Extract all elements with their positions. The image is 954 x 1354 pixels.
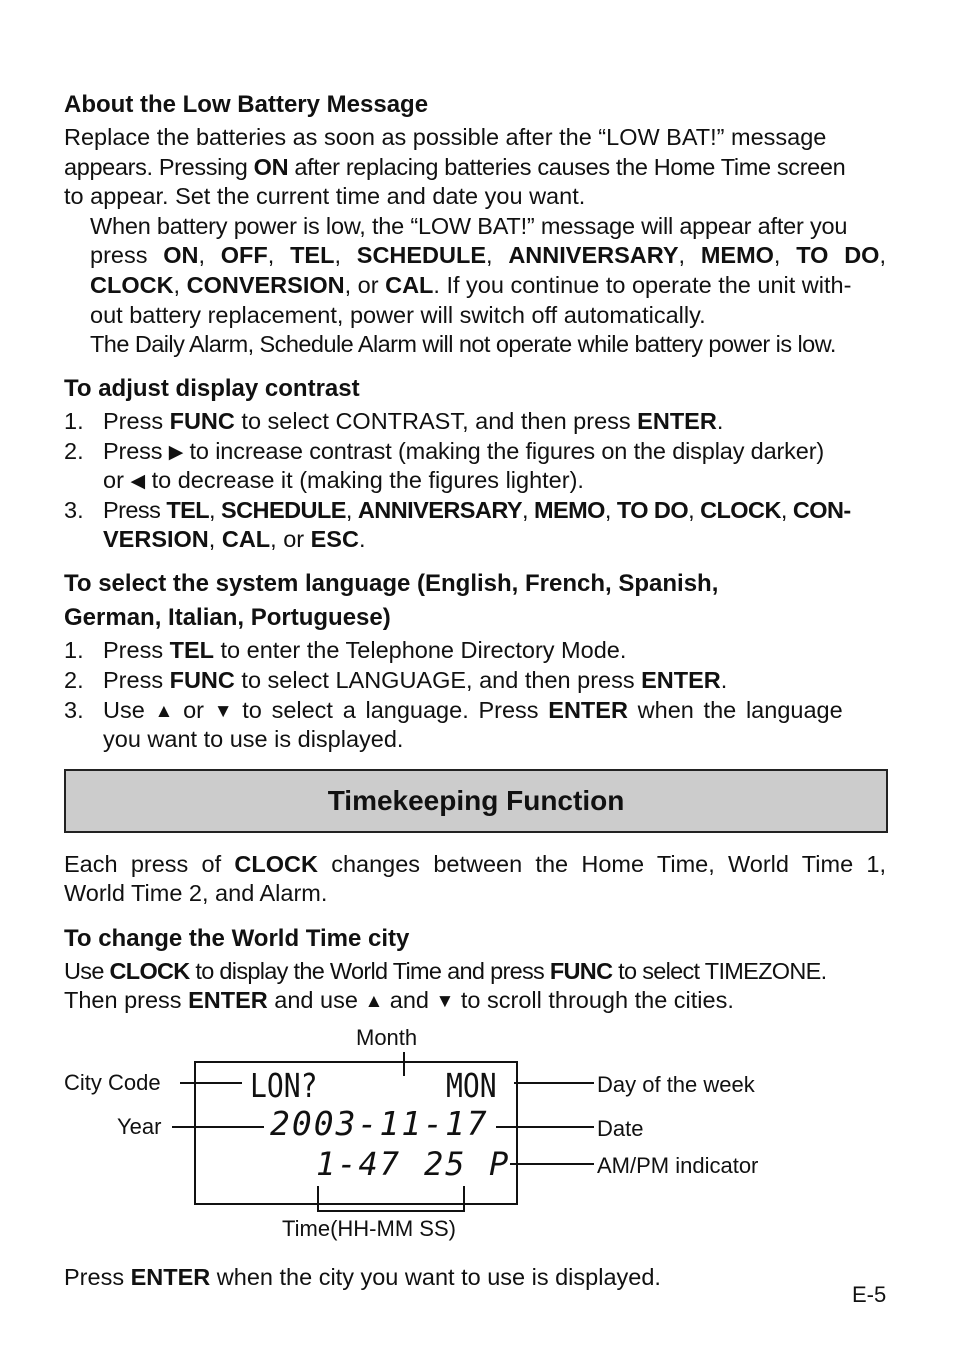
bullet-low-power-line-4: out battery replacement, power will switch off automatically. (90, 302, 706, 328)
section-banner (64, 769, 888, 833)
section-heading-contrast: To adjust display contrast (64, 375, 360, 402)
left-arrow-icon: ◀ (130, 471, 146, 492)
step-number: 1. (64, 408, 84, 434)
step-number: 2. (64, 667, 84, 693)
label-time: Time(HH-MM SS) (282, 1216, 456, 1241)
label-month: Month (356, 1025, 418, 1050)
contrast-step-2-line-1: Press ▶ to increase contrast (making the figures on the display darker) (103, 438, 825, 464)
step-number: 3. (64, 497, 84, 523)
label-date: Date (597, 1116, 644, 1141)
lcd-date: 2003-11-17 (270, 1104, 489, 1143)
bullet-low-power-line-1: When battery power is low, the “LOW BAT!” message will appear after you (90, 213, 848, 239)
timekeeping-line-1: Each press of CLOCK changes between the Home Time, World Time 1, (64, 851, 886, 877)
banner-title: Timekeeping Function (327, 785, 625, 816)
up-arrow-icon: ▲ (154, 701, 174, 722)
leader-date (496, 1126, 594, 1128)
right-arrow-icon: ▶ (168, 442, 184, 463)
language-step-2: Press FUNC to select LANGUAGE, and then press ENTER. (103, 667, 728, 693)
section-heading-language-2: German, Italian, Portuguese) (64, 604, 391, 631)
lcd-city: LON? (250, 1066, 318, 1105)
footer-instruction: Press ENTER when the city you want to use is displayed. (64, 1264, 661, 1290)
step-number: 3. (64, 697, 84, 723)
leader-month (403, 1052, 405, 1076)
language-step-3-line-1: Use ▲ or ▼ to select a language. Press ENTER when the language (103, 697, 843, 723)
contrast-step-1: Press FUNC to select CONTRAST, and then press ENTER. (103, 408, 724, 434)
leader-time-bracket (317, 1210, 465, 1212)
leader-day-of-week (514, 1082, 594, 1084)
leader-city-code (180, 1082, 242, 1084)
world-city-line-1: Use CLOCK to display the World Time and press FUNC to select TIMEZONE. (64, 958, 827, 984)
contrast-step-3-line-2: VERSION, CAL, or ESC. (103, 526, 366, 552)
lcd-day: MON (446, 1066, 497, 1105)
leader-ampm (510, 1163, 594, 1165)
section-heading-low-battery: About the Low Battery Message (64, 91, 429, 118)
down-arrow-icon: ▼ (213, 701, 233, 722)
language-step-3-line-2: you want to use is displayed. (103, 726, 404, 752)
section-heading-language-1: To select the system language (English, French, Spanish, (64, 570, 719, 597)
label-city-code: City Code (64, 1070, 161, 1095)
timekeeping-line-2: World Time 2, and Alarm. (64, 880, 328, 906)
label-ampm: AM/PM indicator (597, 1153, 759, 1178)
low-battery-line-2: appears. Pressing ON after replacing batteries causes the Home Time screen (64, 154, 846, 180)
step-number: 2. (64, 438, 84, 464)
lcd-time-hm: 1-47 (316, 1145, 402, 1183)
lcd-ampm: P (489, 1145, 509, 1183)
low-battery-line-1: Replace the batteries as soon as possible after the “LOW BAT!” message (64, 124, 827, 150)
page-number: E-5 (852, 1282, 887, 1307)
contrast-step-2-line-2: or ◀ to decrease it (making the figures lighter). (103, 467, 584, 493)
language-step-1: Press TEL to enter the Telephone Directory Mode. (103, 637, 627, 663)
leader-year (172, 1126, 264, 1128)
down-arrow-icon: ▼ (435, 991, 455, 1012)
up-arrow-icon: ▲ (364, 991, 384, 1012)
section-heading-world-city: To change the World Time city (64, 925, 410, 952)
low-battery-line-3: to appear. Set the current time and date you want. (64, 183, 586, 209)
leader-time-right (463, 1186, 465, 1212)
leader-time-left (317, 1186, 319, 1212)
bullet-alarm-note: The Daily Alarm, Schedule Alarm will not operate while battery power is low. (90, 331, 836, 357)
bullet-low-power-line-2: press ON, OFF, TEL, SCHEDULE, ANNIVERSARY, MEMO, TO DO, (90, 242, 886, 268)
lcd-time-sec: 25 (424, 1145, 467, 1183)
label-day-of-week: Day of the week (597, 1072, 755, 1097)
contrast-step-3-line-1: Press TEL, SCHEDULE, ANNIVERSARY, MEMO, TO DO, CLOCK, CON- (103, 497, 851, 523)
step-number: 1. (64, 637, 84, 663)
bullet-low-power-line-3: CLOCK, CONVERSION, or CAL. If you continue to operate the unit with- (90, 272, 852, 298)
label-year: Year (117, 1114, 162, 1139)
world-city-line-2: Then press ENTER and use ▲ and ▼ to scroll through the cities. (64, 987, 734, 1013)
